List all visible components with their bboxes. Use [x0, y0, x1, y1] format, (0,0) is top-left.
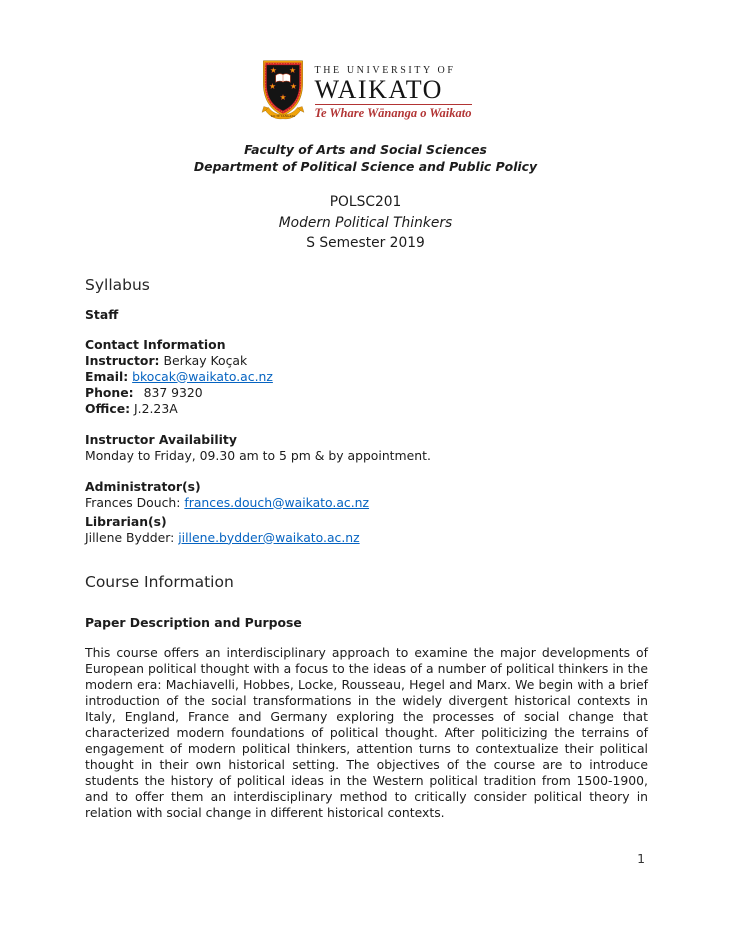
instructor-email-link[interactable]: bkocak@waikato.ac.nz: [132, 368, 273, 384]
university-maori-name: Te Whare Wānanga o Waikato: [314, 106, 472, 120]
instructor-line: [85, 353, 648, 369]
librarian-name: Jillene Bydder:: [85, 529, 175, 545]
university-prefix-text: THE UNIVERSITY OF: [314, 65, 456, 76]
phone-label: Phone:: [85, 384, 134, 400]
university-name-text: WAIKATO: [314, 75, 443, 104]
librarian-line: [85, 530, 648, 546]
semester: S Semester 2019: [306, 235, 425, 251]
administrator-email-link[interactable]: frances.douch@waikato.ac.nz: [184, 494, 370, 510]
paper-description-heading: Paper Description and Purpose: [85, 614, 302, 630]
course-information-heading: Course Information: [85, 572, 234, 591]
course-title-block: [0, 192, 731, 254]
instructor-name: Berkay Koçak: [163, 352, 248, 368]
contact-information-heading: Contact Information: [85, 336, 226, 352]
email-line: [85, 369, 648, 385]
office-location: J.2.23A: [134, 400, 178, 416]
university-wordmark: [315, 58, 472, 121]
office-label: Office:: [85, 400, 131, 416]
instructor-label: Instructor:: [85, 352, 160, 368]
availability-heading: Instructor Availability: [85, 431, 237, 447]
administrator-line: [85, 495, 648, 511]
office-line: [85, 401, 648, 417]
phone-number: 837 9320: [143, 384, 203, 400]
administrators-heading: Administrator(s): [85, 478, 201, 494]
course-code: POLSC201: [329, 194, 402, 210]
librarian-email-link[interactable]: jillene.bydder@waikato.ac.nz: [178, 529, 360, 545]
email-label: Email:: [85, 368, 129, 384]
page-number: 1: [637, 851, 645, 866]
department-name: Department of Political Science and Public Policy: [193, 158, 538, 174]
crest-motto: KO TE TANGATA: [270, 113, 295, 118]
university-crest-icon: [260, 58, 306, 122]
syllabus-heading: Syllabus: [85, 275, 150, 294]
phone-line: [85, 385, 648, 401]
staff-heading: Staff: [85, 306, 119, 322]
university-logo: [0, 0, 731, 122]
paper-description-text: This course offers an interdisciplinary approach to examine the major developments of European political thought with a focus to the ideas of a number of political thinkers in the modern era: Machiavelli, Hobbes, Locke, Rousseau, Hegel and Marx. We begin with a brief introduction of the social transformations in the widely divergent historical contexts in Italy, England, France and Germany exploring the processes of social change that characterized modern foundations of political thought. After politicizing the terrains of engagement of modern political thinkers, attention turns to contextualize their political thought in their own historical setting. The objectives of the course are to introduce students the history of political ideas in the Western political tradition from 1500-1900, and to offer them an interdisciplinary method to critically consider political theory in relation with social change in different historical contexts.: [85, 644, 648, 820]
faculty-name: Faculty of Arts and Social Sciences: [244, 142, 487, 157]
faculty-block: [0, 142, 731, 175]
document-body: [0, 276, 731, 821]
administrator-name: Frances Douch:: [85, 494, 181, 510]
librarians-heading: Librarian(s): [85, 513, 167, 529]
course-title: Modern Political Thinkers: [278, 214, 453, 231]
availability-text: Monday to Friday, 09.30 am to 5 pm & by appointment.: [85, 447, 431, 463]
